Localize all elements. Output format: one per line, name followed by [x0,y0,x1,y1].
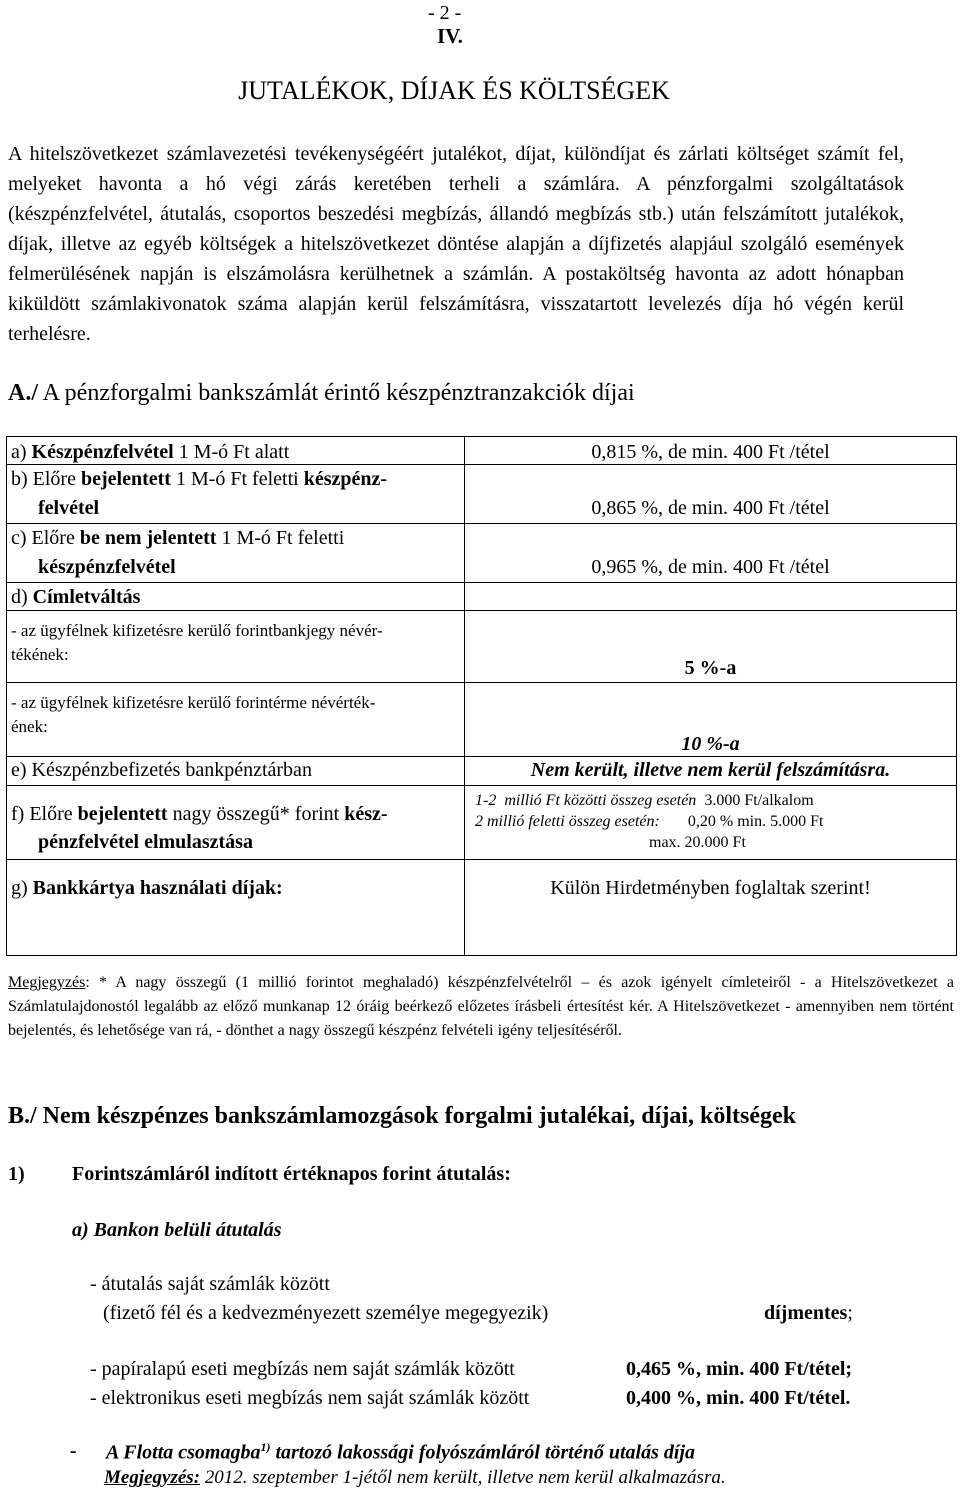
fee-table [6,436,957,956]
fee-row-d2 [7,683,957,757]
fee-line: tékének: [11,645,69,664]
fee-amount: 0,20 % min. 5.000 Ft [659,813,824,830]
fee-value: 0,965 %, de min. 400 Ft /tétel [465,524,957,583]
footnote-marker: 1) [260,1440,271,1454]
fee-keyword: kész- [344,803,388,825]
flotta-line [106,1440,695,1465]
fee-keyword: készpénz- [303,468,388,490]
fee-mid: 1 M-ó Ft feletti [170,468,304,490]
intro-text: A hitelszövetkezet számlavezetési tevékenységéért jutalékot, díjat, különdíjat és zárlati költséget számít fel, melyeket havonta a hó végi zárás keretében terheli a számlára. A pénzforgalmi szolgáltatások (készpénzfelvétel, átutalás, csoportos beszedési megbízás, állandó megbízás stb.) után felszámított jutalékok, díjak, illetve az egyéb költségek a hitelszövetkezet döntése alapján a díjfizetés alapjául szolgáló események felmerülésének napján is elszámolásra kerülhetnek a számlán. A postaköltség havonta az adott hónapban kiküldött számlakivonatok száma alapján kerül felszámításra, visszatartott levelezés díja hó végén kerül terhelésre. [8,143,904,345]
fee-keyword: bejelentett [80,468,171,490]
fee-value-empty [465,583,957,611]
fee-label: e) Készpénzbefizetés bankpénztárban [7,757,465,786]
fee-row-d [7,583,957,611]
fee-keyword: Készpénzfelvétel [31,441,174,463]
fee-row-g [7,860,957,956]
fee-row-a [7,437,957,465]
transfer-paper-label: - papíralapú eseti megbízás nem saját számlák között [90,1358,515,1380]
fee-value: 0,815 %, de min. 400 Ft /tétel [465,437,957,465]
fee-line: - az ügyfélnek kifizetésre kerülő forintérme névérték- [11,693,376,712]
fee-line: - az ügyfélnek kifizetésre kerülő forintbankjegy névér- [11,621,383,640]
fee-label [7,465,465,524]
fee-prefix: c) Előre [11,527,80,549]
punctuation: ; [847,1302,853,1324]
fee-label [7,683,465,757]
transfer-elec-value: 0,400 %, min. 400 Ft/tétel. [626,1387,851,1409]
note-label: Megjegyzés [8,974,86,991]
fee-mid: 1 M-ó Ft feletti [216,527,345,549]
fee-suffix: 1 M-ó Ft alatt [173,441,290,463]
fee-keyword: pénzfelvétel elmulasztása [38,831,253,853]
flotta-text: tartozó lakossági folyószámláról történő utalás díja [270,1441,695,1464]
intro-paragraph [8,139,904,349]
fee-mid: nagy összegű* forint [167,803,345,825]
fee-line: ének: [11,717,48,736]
fee-value-line [475,811,956,832]
fee-value: Nem került, illetve nem kerül felszámításra. [465,757,957,786]
fee-free: díjmentes [764,1302,848,1324]
section-a-heading [8,380,635,407]
transfer-own-line2: (fizető fél és a kedvezményezett személye megegyezik) [103,1302,549,1324]
fee-value-line [475,790,956,811]
note-label: Megjegyzés: [104,1467,201,1488]
note-text: : * A nagy összegű (1 millió forintot meghaladó) készpénzfelvételről – és azok igényelt címleteiről - a Hitelszövetkezet a Számlatulajdonostól legalább az előző munkanap 12 óráig beérkező előzetes írásbeli értesítést kér. A Hitelszövetkezet - amennyiben nem történt bejelentés, és lehetősége van rá, - dönthet a nagy összegű készpénz felvételi igény teljesítéséről. [8,974,954,1039]
fee-label [7,524,465,583]
fee-condition: 2 millió feletti összeg esetén: [475,813,660,830]
transfer-elec-label: - elektronikus eseti megbízás nem saját számlák között [90,1387,530,1409]
fee-row-c [7,524,957,583]
section-a-title: A pénzforgalmi bankszámlát érintő készpénztranzakciók díjai [38,380,635,406]
section-b-heading: B./ Nem készpénzes bankszámlamozgások forgalmi jutalékai, díjai, költségek [8,1103,796,1129]
item-title: Forintszámláról indított értéknapos forint átutalás: [72,1163,511,1185]
fee-prefix: d) [11,586,33,608]
fee-prefix: g) [11,877,33,899]
fee-keyword: Bankkártya használati díjak: [32,877,283,899]
sub-heading-a: a) Bankon belüli átutalás [72,1219,282,1241]
section-number: IV. [437,24,463,48]
fee-keyword: készpénzfelvétel [38,556,176,578]
note-text: 2012. szeptember 1-jétől nem került, illetve nem kerül alkalmazásra. [200,1467,726,1488]
fee-keyword: felvétel [38,497,100,519]
section-a-prefix: A./ [8,380,38,406]
note-b [104,1467,726,1489]
fee-row-f [7,786,957,860]
fee-value-block [465,786,957,860]
transfer-own-line1: - átutalás saját számlák között [90,1273,330,1295]
note-a [8,971,954,1043]
fee-label [7,437,465,465]
fee-label [7,786,465,860]
fee-value: 5 %-a [465,611,957,683]
fee-keyword: be nem jelentett [79,527,217,549]
fee-value: 10 %-a [465,683,957,757]
fee-prefix: b) Előre [11,468,81,490]
item-1-heading [8,1163,511,1186]
fee-value: Külön Hirdetményben foglaltak szerint! [465,860,957,956]
fee-keyword: Címletváltás [32,586,141,608]
fee-value-line: max. 20.000 Ft [649,834,746,851]
fee-label [7,860,465,956]
page-title: JUTALÉKOK, DÍJAK ÉS KÖLTSÉGEK [238,76,670,105]
page-number: - 2 - [428,2,462,24]
fee-keyword: bejelentett [77,803,168,825]
fee-prefix: f) Előre [11,803,78,825]
fee-row-e [7,757,957,786]
transfer-paper-value: 0,465 %, min. 400 Ft/tétel; [626,1358,853,1380]
fee-label [7,611,465,683]
flotta-dash: - [70,1440,77,1462]
fee-prefix: a) [11,441,32,463]
fee-value: 0,865 %, de min. 400 Ft /tétel [465,465,957,524]
flotta-text: A Flotta csomagba [106,1441,261,1464]
fee-row-d1 [7,611,957,683]
fee-label [7,583,465,611]
fee-row-b [7,465,957,524]
item-number: 1) [8,1163,25,1185]
transfer-own-value [764,1302,853,1325]
fee-condition: 1-2 millió Ft közötti összeg esetén [475,792,697,809]
fee-amount: 3.000 Ft/alkalom [696,792,814,809]
